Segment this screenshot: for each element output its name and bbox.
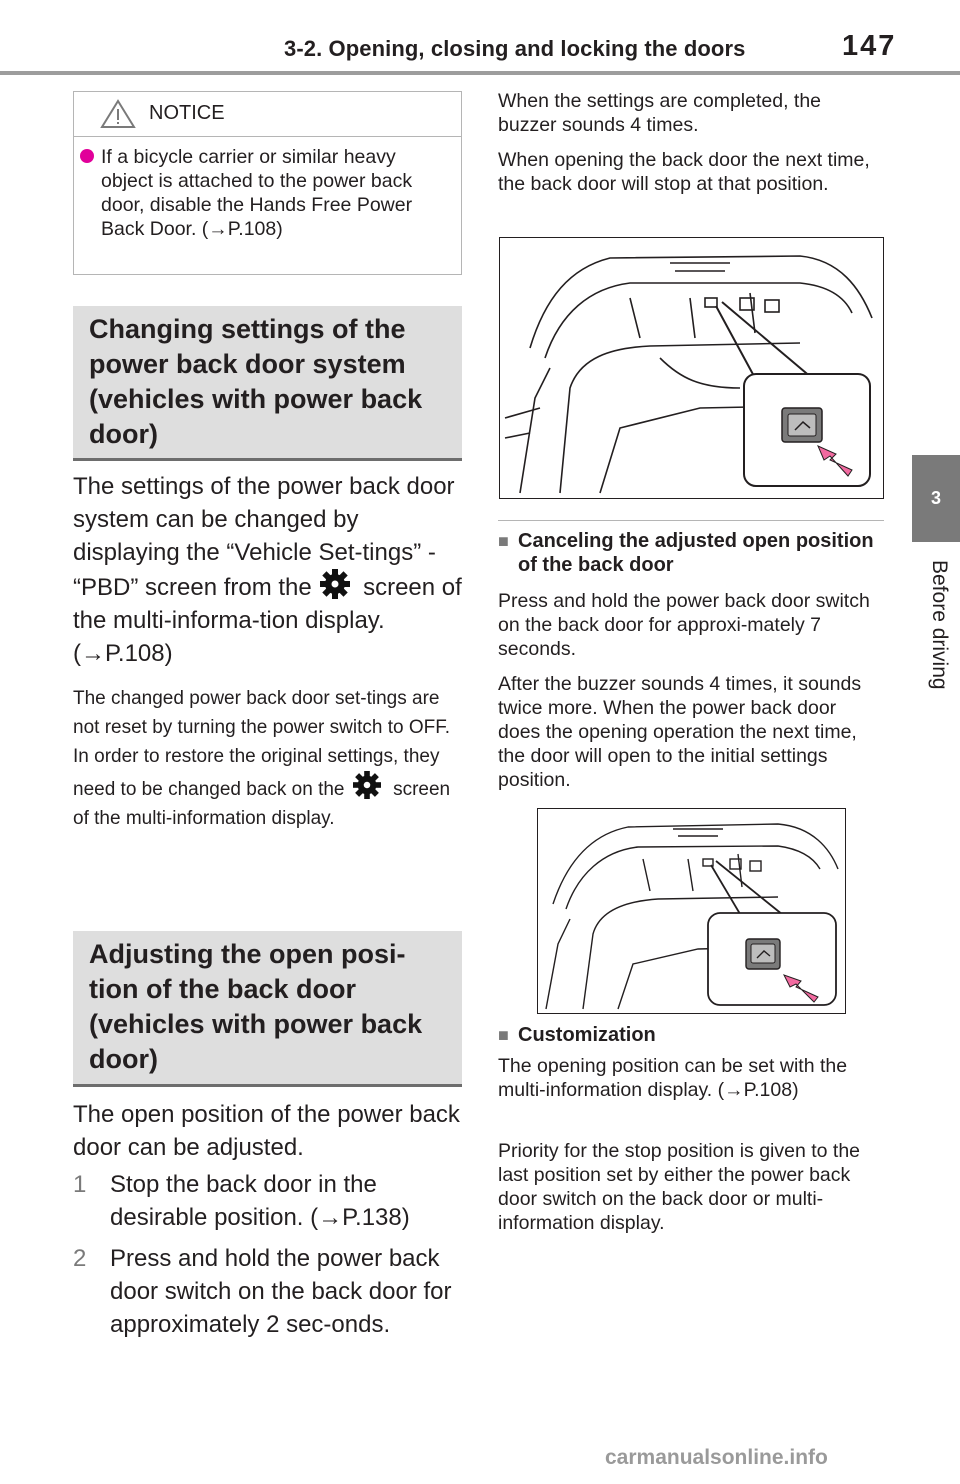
- cancel-heading-text: Canceling the adjusted open position of the back door: [518, 530, 874, 576]
- section-heading-settings: Changing settings of the power back door system (vehicles with power back door): [73, 306, 462, 461]
- customization-heading-text: Customization: [518, 1024, 656, 1046]
- settings-note: [73, 684, 463, 833]
- customization-heading: [498, 1023, 882, 1047]
- cancel-paragraph-1: Press and hold the power back door switch on the back door for approxi-mately 7 seconds.: [498, 590, 870, 660]
- notice-text: If a bicycle carrier or similar heavy object is attached to the power back door, disable the Hands Free Power Back Door. (→P.108): [101, 146, 413, 240]
- customization-paragraph-2: Priority for the stop position is given to the last position set by either the power back door switch on the back door or multi-information display.: [498, 1140, 861, 1234]
- heading-marker: ■: [498, 1025, 509, 1045]
- header-rule: [0, 71, 960, 75]
- gear-icon: [350, 771, 384, 799]
- notice-label: NOTICE: [149, 102, 225, 124]
- adjusting-intro: The open position of the power back door can be adjusted.: [73, 1101, 460, 1161]
- back-door-illustration-2: [537, 808, 846, 1014]
- next-open-paragraph: When opening the back door the next time, the back door will stop at that position.: [498, 149, 870, 195]
- cancel-heading: [498, 529, 882, 577]
- step-number: 1: [73, 1171, 87, 1198]
- settings-paragraph: [73, 470, 463, 670]
- chapter-number: 3: [930, 488, 941, 508]
- step-number: 2: [73, 1245, 87, 1272]
- heading-marker: ■: [498, 531, 509, 551]
- section-heading-adjusting: Adjusting the open posi-tion of the back door (vehicles with power back door): [73, 931, 462, 1087]
- page-number: 147: [842, 30, 897, 62]
- step-text: Press and hold the power back door switch on the back door for approximately 2 sec-onds.: [110, 1245, 452, 1338]
- settings-paragraph-text: The settings of the power back door system can be changed by displaying the “Vehicle Set-tings” - “PBD” screen from the: [73, 473, 455, 601]
- watermark: carmanualsonline.info: [605, 1446, 828, 1469]
- step-item: [73, 1168, 463, 1238]
- back-door-switch-illustration: [538, 809, 845, 1013]
- settings-paragraph-text-2: screen of the multi-informa-tion display. (→P.108): [73, 574, 462, 667]
- notice-box: [73, 91, 462, 275]
- cancel-paragraph-2: After the buzzer sounds 4 times, it sounds twice more. When the power back door does the opening operation the next time, the door will open to the initial settings position.: [498, 673, 862, 791]
- step-text: Stop the back door in the desirable position. (→P.138): [110, 1171, 410, 1231]
- settings-note-text-2: screen of the multi-information display.: [73, 779, 451, 829]
- chapter-label: [919, 560, 953, 720]
- notice-header: [74, 92, 461, 137]
- back-door-switch-illustration: [500, 238, 883, 498]
- running-header: 3-2. Opening, closing and locking the doors: [284, 36, 746, 61]
- bullet-dot: [80, 149, 94, 163]
- warning-triangle-icon: [100, 99, 136, 129]
- chapter-tab: [912, 455, 960, 542]
- back-door-illustration: [499, 237, 884, 499]
- settings-note-text: The changed power back door set-tings are not reset by turning the power switch to OFF. In order to restore the original settings, they need to be changed back on the: [73, 688, 451, 800]
- customization-paragraph-1: The opening position can be set with the multi-information display. (→P.108): [498, 1055, 848, 1101]
- divider: [498, 520, 884, 521]
- completion-paragraph: When the settings are completed, the buzzer sounds 4 times.: [498, 90, 822, 136]
- step-item: [73, 1242, 463, 1382]
- gear-icon: [318, 569, 352, 599]
- chapter-label-text: Before driving: [928, 560, 951, 690]
